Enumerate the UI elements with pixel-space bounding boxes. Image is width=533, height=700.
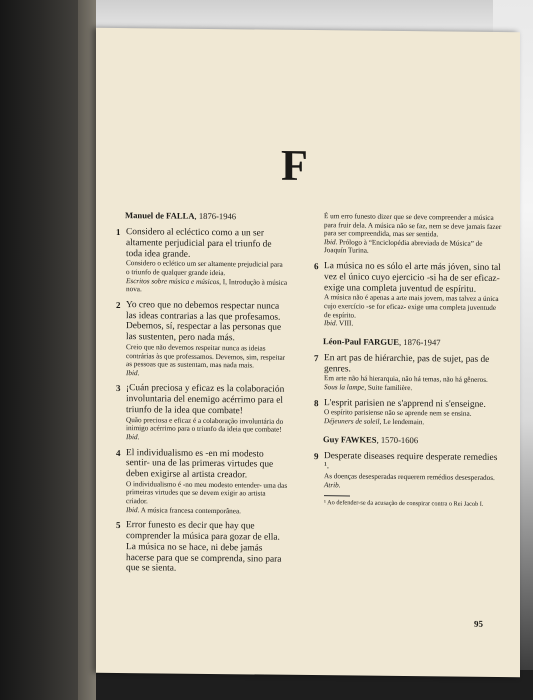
quote-translation: A música não é apenas a arte mais jovem, mas talvez a única cujo exercício -se for eficaz- exige uma completa juventude de espírito. [324, 293, 499, 320]
quote-block [116, 520, 288, 576]
quote-translation: O espírito parisiense não se aprende nem se ensina. [324, 408, 472, 419]
quote-source-detail: , Le lendemain. [379, 417, 425, 427]
quote-number: 8 [314, 397, 319, 408]
author-heading [323, 434, 502, 446]
quote-source-detail: VIII. [337, 319, 354, 328]
quote-block [116, 447, 288, 516]
author-heading [125, 210, 288, 222]
author-name: Léon-Paul FARGUE [323, 335, 399, 347]
quote-source [324, 417, 502, 427]
quote-number: 3 [116, 383, 121, 394]
quote-block [116, 383, 288, 443]
quote-source-title: Escritos sobre música e músicos [126, 276, 220, 286]
author-dates: , 1876-1947 [399, 336, 441, 348]
quote-original: Desperate diseases require desperate remedies ¹. [324, 450, 498, 472]
quote-original: Considero al ecléctico como a un ser altamente perjudicial para el triunfo de toda idea grande. [126, 227, 272, 260]
author-name: Guy FAWKES [323, 433, 377, 445]
quote-source [126, 506, 288, 516]
quote-source [126, 369, 288, 379]
author-name: Manuel de FALLA [125, 210, 195, 221]
background-top [96, 0, 533, 32]
book-page [96, 28, 520, 677]
quote-translation: Em arte não há hierarquia, não há temas, não há gêneros. [324, 374, 488, 385]
quote-source-title: Sous la lampe [324, 383, 365, 392]
quote-source-title: Ibid. [324, 319, 338, 328]
quote-source-detail: Prólogo à “Enciclopédia abreviada de Música” de Joaquín Turina. [324, 238, 483, 256]
quote-translation: As doenças desesperadas requerem remédios desesperados. [324, 472, 495, 483]
quote-source-detail: A música francesa contemporânea. [139, 505, 241, 515]
quote-original: La música no es sólo el arte más jóven, sino tal vez el único cuyo ejercicio -si ha de ser eficaz- exige una completa juventud de espíritu. [324, 261, 501, 295]
quote-source [126, 277, 288, 296]
quote-number: 6 [314, 261, 319, 272]
quote-number: 5 [116, 520, 121, 531]
quote-source-detail: , Suite familière. [364, 383, 413, 393]
quote-number: 1 [116, 226, 121, 238]
left-column [116, 210, 288, 582]
quote-source-title: Déjeuners de soleil [324, 417, 380, 426]
quote-source [126, 433, 288, 443]
quote-number: 2 [116, 299, 121, 310]
quote-number: 7 [314, 352, 319, 363]
quote-translation: Quão preciosa e eficaz é a colaboração involuntária do inimigo acérrimo para o triunfo da ideia que combate! [126, 415, 284, 435]
quote-source-title: Ibid. [126, 505, 140, 514]
quote-original: Yo creo que no debemos respectar nunca las ideas contrarias a las que profesamos. Debemos, sí, respectar a las personas que las sustenten, pero nada más. [126, 299, 282, 344]
quote-source-title: Ibid. [324, 237, 338, 247]
quote-original: L'esprit parisien ne s'apprend ni s'enseigne. [324, 397, 486, 410]
quote-block [314, 398, 502, 428]
author-heading [323, 336, 502, 348]
quote-number: 4 [116, 447, 121, 458]
quote-block [116, 300, 288, 379]
author-dates: , 1876-1946 [194, 210, 237, 222]
author-dates: , 1570-1606 [376, 434, 419, 445]
quote-continuation [314, 212, 502, 257]
quote-original: El individualismo es -en mi modesto sentir- una de las primeras virtudes que deben exigirse al artista creador. [126, 447, 274, 481]
quote-translation: É um erro funesto dizer que se deve compreender a música para fruir dela. A música não se faz, nem se deve jamais fazer para ser compreendida, mas ser sentida. [324, 212, 502, 239]
footnote-rule [324, 495, 350, 496]
quote-source-title: Atrib. [324, 480, 341, 490]
quote-block [314, 451, 502, 492]
right-column [314, 212, 502, 509]
quote-original: Error funesto es decir que hay que comprender la música para gozar de ella. La música no se hace, ni debe jamás hacerse para que se comprenda, sino para que se sienta. [126, 520, 282, 575]
quote-translation: Creio que não devemos respeitar nunca as ideias contrárias às que professamos. Devemos, sim, respeitar as pessoas que as sustentam, mas nada mais. [126, 343, 286, 370]
quote-translation: O individualismo é -no meu modesto entender- uma das primeiras virtudes que se devem exigir ao artista criador. [126, 479, 288, 506]
quote-number: 9 [314, 450, 319, 461]
footnote: ¹ Ao defender-se da acusação de conspirar contra o Rei Jacob I. [324, 499, 484, 509]
quote-translation: Considero o eclético um ser altamente prejudicial para o triunfo de qualquer grande ideia. [126, 259, 283, 278]
quote-block [116, 227, 288, 296]
quote-source-detail: , I, Introdução à música nova. [126, 277, 288, 294]
quote-source [324, 319, 502, 329]
page-number: 95 [474, 618, 483, 629]
quote-source-title: Ibid. [126, 433, 140, 442]
quote-block [314, 353, 502, 394]
quote-block [314, 261, 502, 330]
chapter-letter: F [281, 140, 308, 190]
quote-original: ¡Cuán preciosa y eficaz es la colaboración involuntaria del enemigo acérrimo para el triunfo de la idea que combate! [126, 383, 285, 417]
quote-original: En art pas de hiérarchie, pas de sujet, pas de genres. [324, 352, 490, 374]
quote-source [324, 238, 502, 257]
quote-source-title: Ibid. [126, 368, 140, 377]
